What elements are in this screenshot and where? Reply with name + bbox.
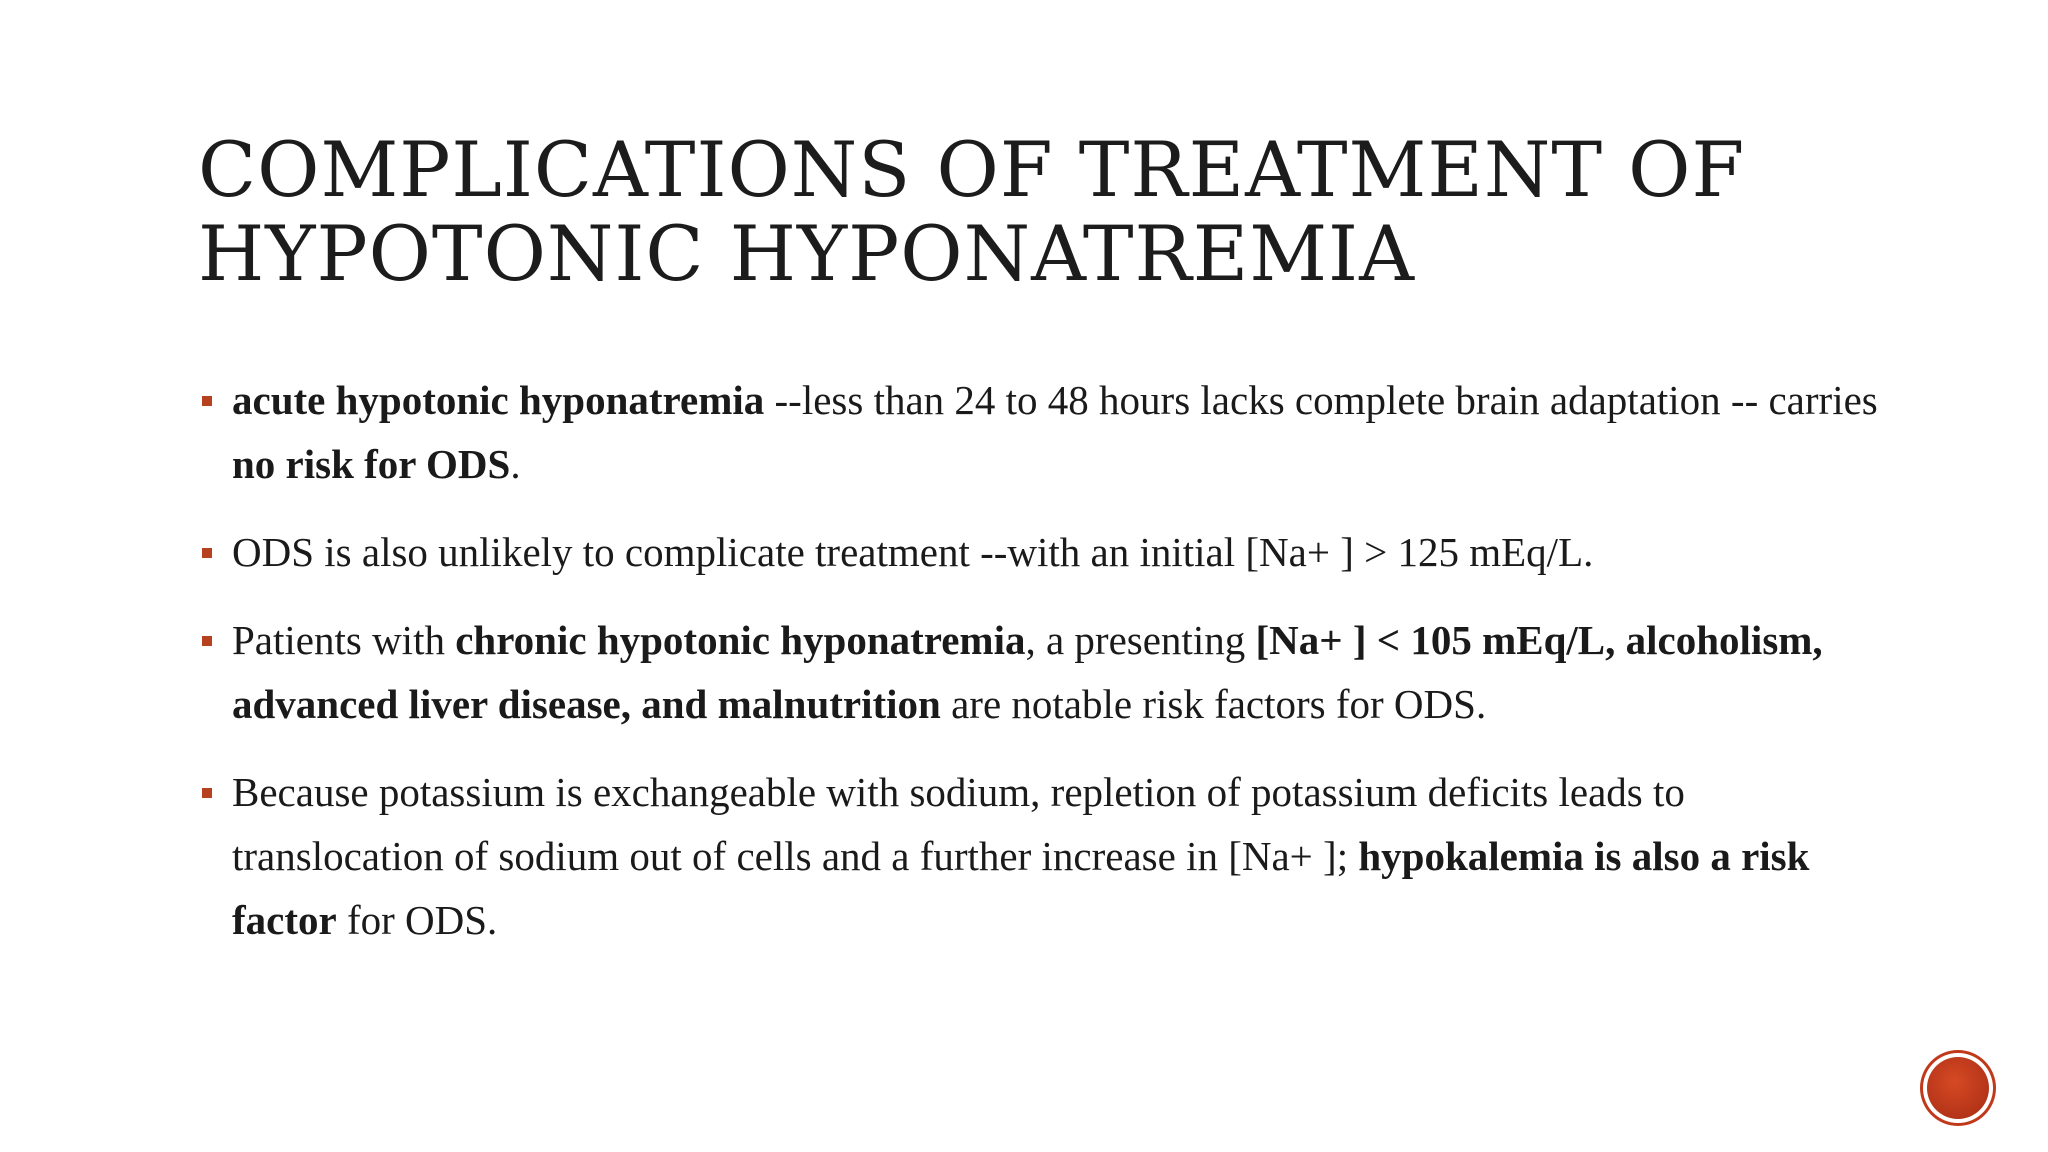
bullet-text-bold: no risk for ODS — [232, 441, 511, 487]
bullet-item — [198, 760, 1878, 952]
circle-button-icon — [1927, 1057, 1989, 1119]
bullet-list — [198, 368, 1878, 976]
bullet-item — [198, 368, 1878, 496]
slide-title-line-1: COMPLICATIONS OF TREATMENT OF — [198, 125, 1746, 214]
bullet-marker-icon — [202, 396, 212, 406]
bullet-text: . — [510, 441, 521, 487]
bullet-text: ODS is also unlikely to complicate treatment --with an initial [Na+ ] > 125 mEq/L. — [232, 529, 1594, 575]
bullet-text-bold: chronic hypotonic hyponatremia — [455, 617, 1026, 663]
slide-nav-button[interactable] — [1920, 1050, 1996, 1126]
bullet-text-bold: hypokalemia is also a risk factor — [232, 833, 1810, 943]
bullet-text: Because potassium is exchangeable with sodium, repletion of potassium deficits leads to translocation of sodium out of cells and a further increase in [Na+ ]; — [232, 769, 1685, 879]
bullet-text: --less than 24 to 48 hours lacks complete brain adaptation -- carries — [764, 377, 1878, 423]
bullet-text-bold: [Na+ ] < 105 mEq/L, alcoholism, advanced liver disease, and malnutrition — [232, 617, 1823, 727]
bullet-text: for ODS. — [336, 897, 498, 943]
bullet-text: Patients with — [232, 617, 456, 663]
bullet-item — [198, 520, 1878, 584]
bullet-marker-icon — [202, 636, 212, 646]
slide-title — [198, 125, 1798, 298]
bullet-marker-icon — [202, 788, 212, 798]
slide-title-line-2: HYPOTONIC HYPONATREMIA — [198, 209, 1415, 298]
bullet-text: , a presenting — [1025, 617, 1256, 663]
bullet-text: are notable risk factors for ODS. — [940, 681, 1487, 727]
bullet-item — [198, 608, 1878, 736]
bullet-text-bold: acute hypotonic hyponatremia — [232, 377, 765, 423]
bullet-marker-icon — [202, 548, 212, 558]
